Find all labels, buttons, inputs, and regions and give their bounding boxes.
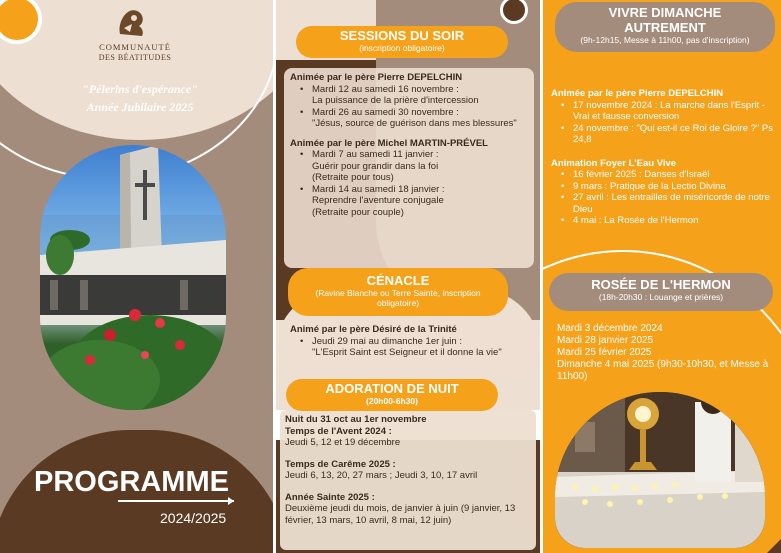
list-item: • 4 mai : La Rosée de l'Hermon <box>561 215 777 227</box>
vivre-title-1: VIVRE DIMANCHE <box>608 5 722 20</box>
cenacle-subtitle: (Ravine Blanche ou Terre Sainte, inscription obligatoire) <box>315 288 481 308</box>
arrow-head-icon <box>228 497 234 505</box>
vivre-header <box>555 2 775 52</box>
list-item: • 17 novembre 2024 : La marche dans l'Esprit - Vrai et fausse conversion <box>561 100 777 123</box>
list-item: • Mardi 7 au samedi 11 janvier : Guérir pour grandir dans la foi (Retraite pour tous) <box>300 149 528 184</box>
logo-text-1: COMMUNAUTÉ <box>99 42 171 52</box>
lent-label: Temps de Carême 2025 : <box>285 458 396 470</box>
advent-dates: Jeudi 5, 12 et 19 décembre <box>285 437 401 448</box>
cenacle-title: CÉNACLE <box>366 273 430 288</box>
rosee-date-1: Mardi 3 décembre 2024 <box>557 323 663 334</box>
rosee-dates <box>557 323 775 383</box>
holy-dates: Deuxième jeudi du mois, de janvier à juin (9 janvier, 13 février, 13 mars, 10 avril, 8 mai, 12 juin) <box>285 503 516 526</box>
sessions-body <box>290 72 528 218</box>
list-item: • 24 novembre : "Qui est-il ce Roi de Gloire ?" Ps 24,8 <box>561 123 777 146</box>
list-item: • 27 avril : Les entrailles de miséricorde de notre Dieu <box>561 192 777 215</box>
programme-years: 2024/2025 <box>160 510 227 526</box>
cenacle-leader: Animé par le père Désiré de la Trinité <box>290 324 457 335</box>
list-item: • Mardi 14 au samedi 18 janvier : Reprendre l'aventure conjugale (Retraite pour couple) <box>300 184 528 219</box>
rosee-date-2: Mardi 28 janvier 2025 <box>557 335 654 346</box>
title-arrow <box>118 500 234 502</box>
adoration-header <box>286 379 498 411</box>
logo-text-2: DES BÉATITUDES <box>98 53 172 62</box>
corner-triangle <box>767 539 781 553</box>
sessions-leader-1: Animée par le père Pierre DEPELCHIN <box>290 72 463 83</box>
community-logo <box>114 6 148 38</box>
rosee-date-3: Mardi 25 février 2025 <box>557 347 652 358</box>
cenacle-header <box>288 268 508 316</box>
list-item: • Jeudi 29 mai au dimanche 1er juin : "L'Esprit Saint est Seigneur et il donne la vie" <box>300 336 526 359</box>
sessions-leader-2: Animée par le père Michel MARTIN-PRÉVEL <box>290 137 488 149</box>
tagline-1: "Pélerins d'espérance" <box>82 82 198 96</box>
list-item: • 9 mars : Pratique de la Lectio Divina <box>561 181 777 193</box>
holy-label: Année Sainte 2025 : <box>285 491 375 503</box>
rosee-header <box>549 273 773 311</box>
cenacle-body <box>290 324 526 359</box>
advent-label: Temps de l'Avent 2024 : <box>285 425 392 437</box>
church-photo <box>40 145 226 410</box>
right-panel <box>543 0 781 553</box>
cover-panel <box>0 0 273 553</box>
list-item: • 16 février 2025 : Danses d'Israël <box>561 169 777 181</box>
adoration-line1: Nuit du 31 oct au 1er novembre <box>285 414 427 425</box>
list-item: • Mardi 26 au samedi 30 novembre : "Jésus, source de guérison dans mes blessures" <box>300 107 528 130</box>
programme-title: PROGRAMME <box>34 466 229 498</box>
vivre-body <box>551 88 777 227</box>
sessions-header <box>296 26 508 58</box>
adoration-subtitle: (20h00-6h30) <box>366 396 418 406</box>
adoration-title: ADORATION DE NUIT <box>325 381 459 396</box>
vivre-leader: Animée par le père Pierre DEPELCHIN <box>551 88 724 99</box>
middle-panel <box>276 0 540 553</box>
church-illustration <box>40 145 226 410</box>
rosee-date-4: Dimanche 4 mai 2025 (9h30-10h30, et Messe à 11h00) <box>557 359 769 382</box>
sessions-subtitle: (inscription obligatoire) <box>359 43 445 53</box>
adoration-body <box>285 414 535 526</box>
vivre-leader-2: Animation Foyer L'Eau Vive <box>551 157 677 169</box>
vivre-title-2: AUTREMENT <box>624 20 706 35</box>
rosee-subtitle: (18h-20h30 : Louange et prières) <box>598 292 724 302</box>
lent-dates: Jeudi 6, 13, 20, 27 mars ; Jeudi 3, 10, 17 avril <box>285 470 478 481</box>
tagline-2: Année Jubilaire 2025 <box>86 100 194 114</box>
rosee-title: ROSÉE DE L'HERMON <box>591 277 731 292</box>
sessions-title: SESSIONS DU SOIR <box>339 28 465 43</box>
lion-emblem-icon <box>114 6 148 38</box>
list-item: • Mardi 12 au samedi 16 novembre : La puissance de la prière d'intercession <box>300 84 528 107</box>
vivre-subtitle: (9h-12h15, Messe à 11h00, pas d'inscription) <box>580 35 750 45</box>
